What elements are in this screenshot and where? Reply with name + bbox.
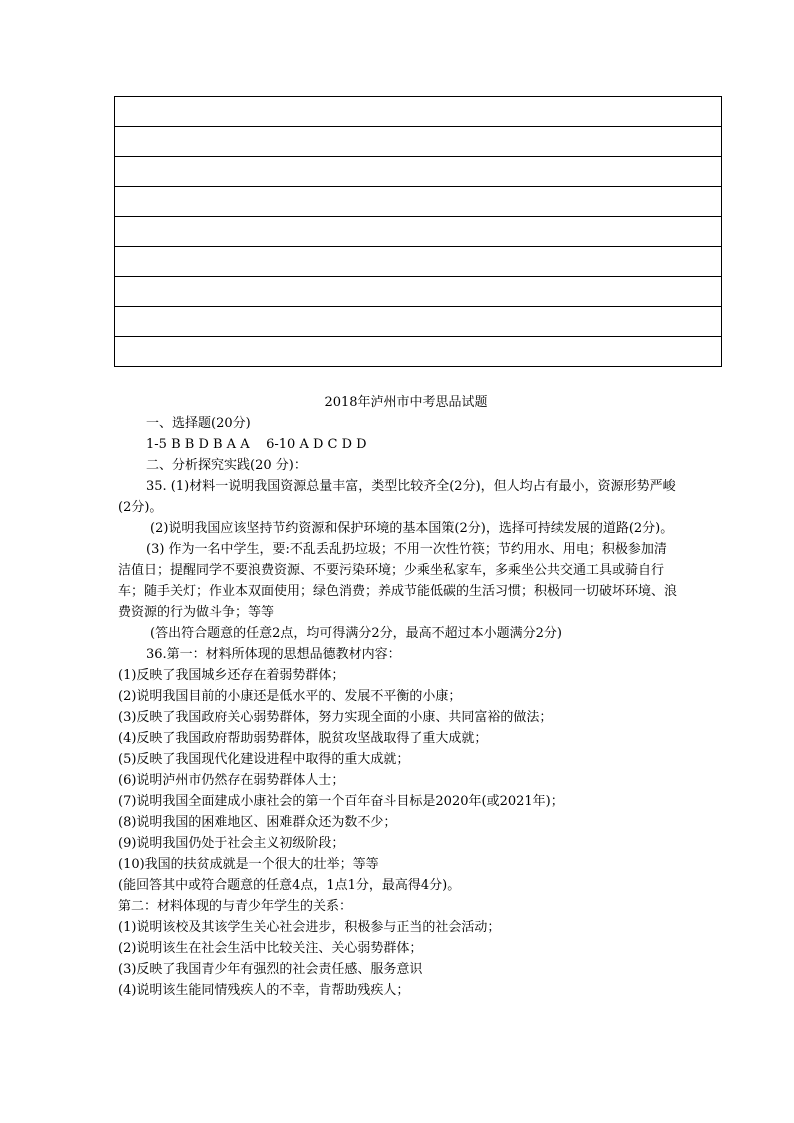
table-cell <box>115 127 722 157</box>
list-item: (3)反映了我国政府关心弱势群体，努力实现全面的小康、共同富裕的做法； <box>118 710 553 725</box>
document-body <box>118 392 678 1001</box>
choice-answers: 1-5 B B D B A A 6-10 A D C D D <box>146 437 367 452</box>
answer-35-1: 35. (1)材料一说明我国资源总量丰富，类型比较齐全(2分)，但人均占有最小，资源形势严峻(2分)。 <box>118 479 676 515</box>
list-item: (8)说明我国的困难地区、困难群众还为数不少； <box>118 815 397 830</box>
document-title: 2018年泸州市中考思品试题 <box>324 395 488 410</box>
list-item: (7)说明我国全面建成小康社会的第一个百年奋斗目标是2020年(或2021年)； <box>118 794 564 809</box>
table-cell <box>115 337 722 367</box>
list-item: (9)说明我国仍处于社会主义初级阶段； <box>118 836 345 851</box>
section-heading-analysis: 二、分析探究实践(20 分)： <box>146 458 307 473</box>
table-row <box>115 247 722 277</box>
table-cell <box>115 277 722 307</box>
table-row <box>115 217 722 247</box>
answer-36-note: (能回答其中或符合题意的任意4点，1点1分，最高得4分)。 <box>118 878 461 893</box>
answer-table <box>114 96 722 367</box>
table-row <box>115 127 722 157</box>
list-item: (4)说明该生能同情残疾人的不幸，肯帮助残疾人； <box>118 983 410 998</box>
table-row <box>115 337 722 367</box>
table-cell <box>115 97 722 127</box>
answer-35-3: (3) 作为一名中学生，要:不乱丢乱扔垃圾；不用一次性竹筷；节约用水、用电；积极参加清洁值日；提醒同学不要浪费资源、不要污染环境；少乘坐私家车，多乘坐公共交通工具或骑自行车；随手关灯；作业本双面使用；绿色消费；养成节能低碳的生活习惯；积极同一切破坏环境、浪费资源的行为做斗争；等等 <box>118 542 678 620</box>
list-item: (10)我国的扶贫成就是一个很大的壮举；等等 <box>118 857 379 872</box>
table-cell <box>115 307 722 337</box>
table-row <box>115 97 722 127</box>
table-cell <box>115 247 722 277</box>
table-row <box>115 187 722 217</box>
list-item: (1)说明该校及其该学生关心社会进步，积极参与正当的社会活动； <box>118 920 501 935</box>
list-item: (3)反映了我国青少年有强烈的社会责任感、服务意识 <box>118 962 423 977</box>
table-cell <box>115 157 722 187</box>
table-row <box>115 307 722 337</box>
list-item: (4)反映了我国政府帮助弱势群体，脱贫攻坚战取得了重大成就； <box>118 731 488 746</box>
table-row <box>115 277 722 307</box>
list-item: (2)说明该生在社会生活中比较关注、关心弱势群体； <box>118 941 423 956</box>
section-heading-choice: 一、选择题(20分) <box>146 416 251 431</box>
list-item: (2)说明我国目前的小康还是低水平的、发展不平衡的小康； <box>118 689 462 704</box>
answer-36-second-heading: 第二：材料体现的与青少年学生的关系： <box>118 899 353 914</box>
table-cell <box>115 217 722 247</box>
list-item: (6)说明泸州市仍然存在弱势群体人士； <box>118 773 345 788</box>
answer-35-2: (2)说明我国应该坚持节约资源和保护环境的基本国策(2分)，选择可持续发展的道路(2分)。 <box>150 521 674 536</box>
answer-36-heading: 36.第一：材料所体现的思想品德教材内容： <box>146 647 401 662</box>
list-item: (1)反映了我国城乡还存在着弱势群体； <box>118 668 345 683</box>
table-row <box>115 157 722 187</box>
answer-35-note: (答出符合题意的任意2点，均可得满分2分，最高不超过本小题满分2分) <box>150 626 562 641</box>
list-item: (5)反映了我国现代化建设进程中取得的重大成就； <box>118 752 410 767</box>
table-cell <box>115 187 722 217</box>
